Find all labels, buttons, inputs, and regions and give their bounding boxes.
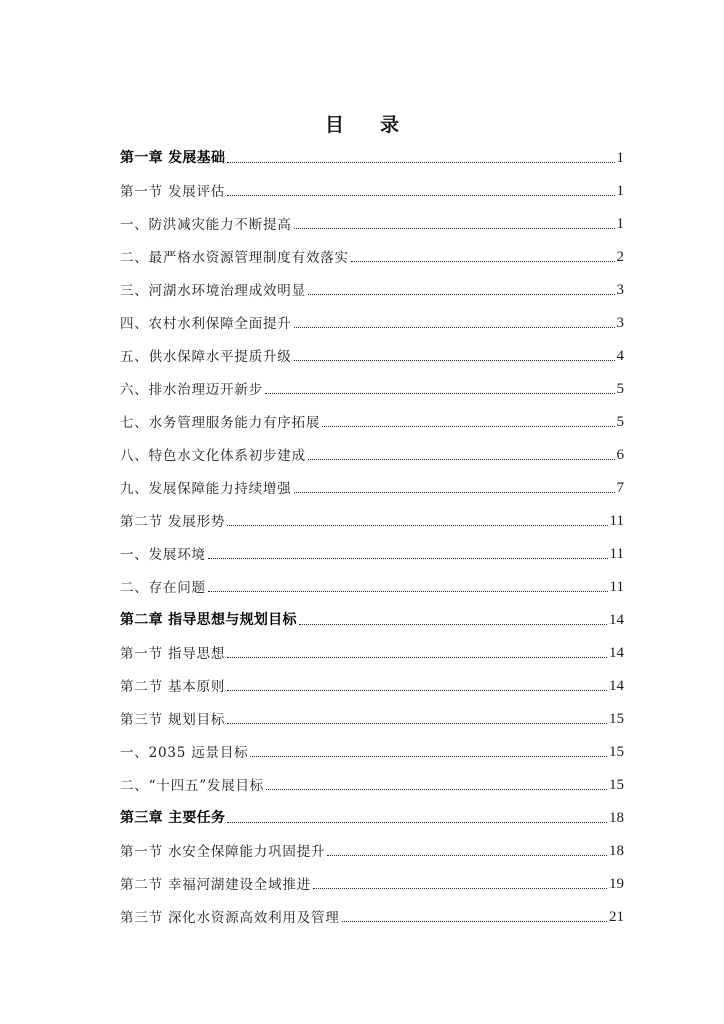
toc-entry-page-number: 21 [609,909,624,925]
toc-title-part2: 录 [380,114,400,136]
toc-entry-item[interactable] [120,233,624,266]
toc-entry-page-number: 18 [609,810,624,826]
toc-title [0,110,724,137]
toc-entry-section[interactable] [120,860,624,893]
toc-entry-section[interactable] [120,893,624,926]
toc-entry-page-number: 18 [609,843,624,859]
toc-dot-leader [327,855,607,856]
toc-entry-page-number: 14 [609,612,624,628]
toc-dot-leader [227,195,614,196]
toc-entry-label: 八、特色水文化体系初步建成 [120,448,306,464]
toc-entry-page-number: 6 [616,447,624,463]
toc-entry-chapter[interactable] [120,794,624,827]
toc-entry-label: 五、供水保障水平提质升级 [120,349,292,365]
toc-entry-item[interactable] [120,398,624,431]
toc-entry-page-number: 4 [616,348,624,364]
toc-entry-section[interactable] [120,167,624,200]
toc-dot-leader [322,426,614,427]
toc-entry-page-number: 3 [616,315,624,331]
toc-dot-leader [208,558,608,559]
toc-entry-page-number: 15 [609,777,624,793]
toc-entry-label: 第三章 主要任务 [120,810,226,826]
toc-entry-label: 一、发展环境 [120,547,206,563]
toc-entry-label: 第二节 发展形势 [120,514,226,530]
toc-entry-section[interactable] [120,827,624,860]
toc-entry-section[interactable] [120,695,624,728]
toc-entry-page-number: 5 [616,414,624,430]
toc-entry-section[interactable] [120,497,624,530]
toc-dot-leader [227,822,607,823]
toc-entry-label: 第三节 规划目标 [120,712,226,728]
toc-entry-item[interactable] [120,530,624,563]
toc-entry-item[interactable] [120,464,624,497]
toc-entry-chapter[interactable] [120,134,624,167]
toc-dot-leader [208,591,608,592]
toc-title-part1: 目 [324,114,344,136]
toc-dot-leader [313,888,607,889]
toc-entry-section[interactable] [120,629,624,662]
toc-entry-label: 第二节 幸福河湖建设全域推进 [120,877,311,893]
toc-dot-leader [227,657,607,658]
toc-dot-leader [250,756,607,757]
toc-entry-page-number: 14 [609,678,624,694]
toc-entry-label: 一、防洪减灾能力不断提高 [120,217,292,233]
toc-entry-page-number: 11 [609,579,624,595]
toc-entry-label: 第一节 指导思想 [120,646,226,662]
toc-dot-leader [227,525,607,526]
toc-dot-leader [227,162,614,163]
toc-dot-leader [266,789,607,790]
toc-entry-label: 二、存在问题 [120,580,206,596]
toc-entry-page-number: 2 [616,249,624,265]
toc-dot-leader [294,327,615,328]
toc-entry-label: 第二章 指导思想与规划目标 [120,612,297,628]
toc-entry-item[interactable] [120,200,624,233]
toc-dot-leader [227,690,607,691]
toc-dot-leader [294,360,615,361]
toc-entry-label: 第三节 深化水资源高效利用及管理 [120,910,340,926]
toc-dot-leader [351,261,615,262]
toc-entry-label: 第一节 水安全保障能力巩固提升 [120,844,326,860]
toc-entry-page-number: 11 [609,513,624,529]
toc-dot-leader [294,492,615,493]
toc-dot-leader [299,624,607,625]
toc-entry-item[interactable] [120,728,624,761]
toc-entry-label: 第二节 基本原则 [120,679,226,695]
toc-entry-item[interactable] [120,332,624,365]
toc-entry-page-number: 1 [616,150,624,166]
toc-entry-label: 第一节 发展评估 [120,184,226,200]
toc-dot-leader [265,393,615,394]
toc-dot-leader [294,228,615,229]
toc-entry-label: 九、发展保障能力持续增强 [120,481,292,497]
toc-entry-page-number: 11 [609,546,624,562]
toc-entry-page-number: 14 [609,645,624,661]
toc-entry-item[interactable] [120,299,624,332]
toc-entry-label: 第一章 发展基础 [120,150,226,166]
toc-entry-label: 二、最严格水资源管理制度有效落实 [120,250,349,266]
toc-dot-leader [342,921,607,922]
toc-entry-page-number: 7 [616,480,624,496]
toc-entry-label: 六、排水治理迈开新步 [120,382,263,398]
toc-entry-item[interactable] [120,563,624,596]
toc-dot-leader [227,723,607,724]
toc-dot-leader [308,294,615,295]
toc-entry-page-number: 3 [616,282,624,298]
toc-entry-item[interactable] [120,266,624,299]
toc-list [120,134,624,926]
toc-entry-page-number: 1 [616,216,624,232]
toc-entry-label: 七、水务管理服务能力有序拓展 [120,415,321,431]
toc-entry-label: 二、“十四五”发展目标 [120,778,265,794]
toc-entry-page-number: 19 [609,876,624,892]
toc-entry-page-number: 15 [609,711,624,727]
toc-entry-chapter[interactable] [120,596,624,629]
toc-entry-item[interactable] [120,365,624,398]
toc-dot-leader [308,459,615,460]
toc-entry-page-number: 1 [616,183,624,199]
toc-entry-page-number: 15 [609,744,624,760]
toc-entry-item[interactable] [120,431,624,464]
toc-entry-page-number: 5 [616,381,624,397]
toc-entry-label: 三、河湖水环境治理成效明显 [120,283,306,299]
toc-entry-item[interactable] [120,761,624,794]
toc-entry-label: 一、2035 远景目标 [120,745,249,761]
toc-entry-label: 四、农村水利保障全面提升 [120,316,292,332]
toc-entry-section[interactable] [120,662,624,695]
